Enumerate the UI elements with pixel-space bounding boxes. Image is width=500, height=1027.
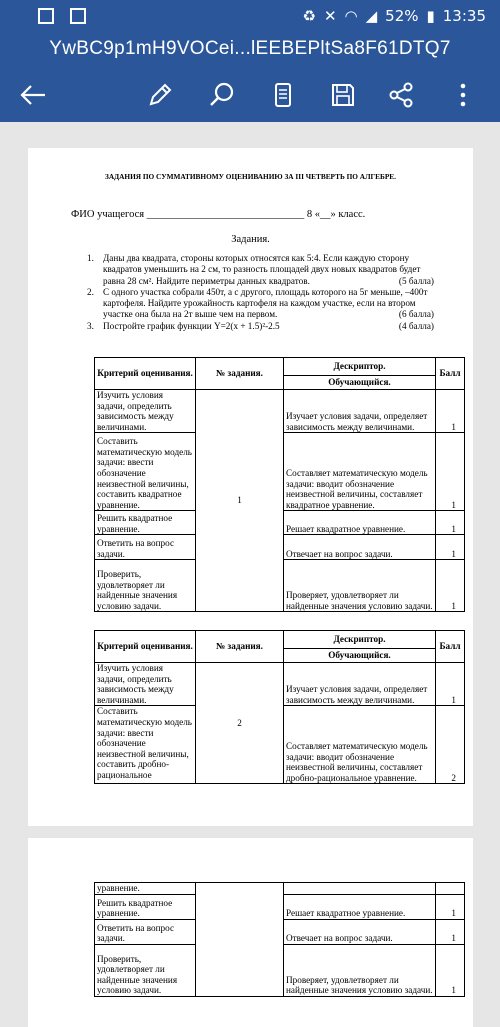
criterion-cell: Составить математическую модель задачи: ввести обозначение неизвестной величины, составить дробно-рациональное bbox=[95, 706, 196, 784]
task-points: (4 балла) bbox=[398, 320, 434, 331]
score-cell: 2 bbox=[436, 706, 465, 784]
descriptor-cell: Составляет математическую модель задачи: вводит обозначение неизвестной величины, составляет квадратное уравнение. bbox=[284, 433, 436, 511]
table-row bbox=[95, 663, 465, 706]
battery-icon: ▮ bbox=[426, 7, 435, 25]
descriptor-cell: Изучает условия задачи, определяет зависимость между величинами. bbox=[284, 663, 436, 706]
score-cell: 1 bbox=[436, 511, 465, 535]
task-list bbox=[87, 253, 434, 332]
descriptor-cell: Проверяет, удовлетворяет ли найденные значения условию задачи. bbox=[284, 945, 436, 997]
student-name-line: ФИО учащегося ______________________________ 8 «__» класс. bbox=[71, 209, 366, 220]
score-cell: 1 bbox=[436, 560, 465, 612]
reading-mode-button[interactable] bbox=[266, 78, 300, 112]
signal-icon: ◢ bbox=[365, 7, 378, 25]
descriptor-cell: Изучает условия задачи, определяет зависимость между величинами. bbox=[284, 390, 436, 433]
edit-button[interactable] bbox=[143, 78, 177, 112]
share-button[interactable] bbox=[384, 78, 418, 112]
header-descriptor: Дескриптор. bbox=[284, 631, 436, 649]
task-number-cell: 1 bbox=[196, 390, 284, 612]
criterion-cell: Изучить условия задачи, определить зависимость между величинами. bbox=[95, 390, 196, 433]
wifi-icon: ◠ bbox=[344, 7, 358, 25]
task-text: С одного участка собрали 450т, а с другого, площадь которого на 5г меньше, –400т картофеля. Найдите урожайность картофеля на каждом участке, если на втором участке она была на 2т выше чем на первом. bbox=[103, 286, 428, 320]
share-icon bbox=[386, 80, 416, 110]
back-arrow-icon bbox=[18, 80, 48, 110]
criterion-cell: Ответить на вопрос задачи. bbox=[95, 920, 196, 945]
edit-pen-icon bbox=[145, 80, 175, 110]
task-item: 3. Постройте график функции Y=2(x + 1.5)²-2.5 (4 балла) bbox=[87, 320, 434, 331]
back-button[interactable] bbox=[16, 78, 50, 112]
document-page bbox=[28, 148, 473, 826]
criterion-cell: Решить квадратное уравнение. bbox=[95, 895, 196, 920]
table-row bbox=[95, 883, 465, 895]
status-bar bbox=[0, 0, 500, 34]
criterion-cell: Ответить на вопрос задачи. bbox=[95, 535, 196, 560]
descriptor-cell: Решает квадратное уравнение. bbox=[284, 895, 436, 920]
descriptor-cell bbox=[284, 883, 436, 895]
save-button[interactable] bbox=[326, 78, 360, 112]
header-criterion: Критерий оценивания. bbox=[95, 631, 196, 663]
battery-saver-icon: ♻ bbox=[302, 7, 316, 25]
score-cell bbox=[436, 883, 465, 895]
gallery-icon bbox=[38, 8, 54, 24]
assessment-table bbox=[94, 630, 465, 784]
task-points: (5 балла) bbox=[398, 275, 434, 286]
header-criterion: Критерий оценивания. bbox=[95, 358, 196, 390]
assessment-table-continued bbox=[94, 882, 465, 997]
more-icon bbox=[448, 80, 478, 110]
header-score: Балл bbox=[436, 358, 465, 390]
criterion-cell: Проверить, удовлетворяет ли найденные значения условию задачи. bbox=[95, 560, 196, 612]
descriptor-cell: Составляет математическую модель задачи: вводит обозначение неизвестной величины, составляет дробно-рациональное уравнение. bbox=[284, 706, 436, 784]
score-cell: 1 bbox=[436, 920, 465, 945]
score-cell: 1 bbox=[436, 945, 465, 997]
more-options-button[interactable] bbox=[446, 78, 480, 112]
header-student: Обучающийся. bbox=[284, 649, 436, 663]
criterion-cell: Проверить, удовлетворяет ли найденные значения условию задачи. bbox=[95, 945, 196, 997]
task-item: 1. Даны два квадрата, стороны которых относятся как 5:4. Если каждую сторону квадратов уменьшить на 2 см, то разность площадей двух новых квадратов будет равна 28 см². Найдите периметры данных квадратов. (5 балла) bbox=[87, 253, 434, 286]
gallery-icon bbox=[70, 8, 86, 24]
header-student: Обучающийся. bbox=[284, 376, 436, 390]
document-page bbox=[28, 838, 473, 1027]
descriptor-cell: Решает квадратное уравнение. bbox=[284, 511, 436, 535]
descriptor-cell: Проверяет, удовлетворяет ли найденные значения условию задачи. bbox=[284, 560, 436, 612]
table-row bbox=[95, 390, 465, 433]
score-cell: 1 bbox=[436, 433, 465, 511]
search-button[interactable] bbox=[205, 78, 239, 112]
descriptor-cell: Отвечает на вопрос задачи. bbox=[284, 920, 436, 945]
task-text: Постройте график функции Y=2(x + 1.5)²-2.5 bbox=[103, 320, 280, 331]
battery-percent: 52% bbox=[385, 7, 419, 25]
header-descriptor: Дескриптор. bbox=[284, 358, 436, 376]
criterion-cell: уравнение. bbox=[95, 883, 196, 895]
reading-mode-icon bbox=[268, 80, 298, 110]
clock: 13:35 bbox=[442, 7, 486, 25]
criterion-cell: Решить квадратное уравнение. bbox=[95, 511, 196, 535]
descriptor-cell: Отвечает на вопрос задачи. bbox=[284, 535, 436, 560]
tasks-heading: Задания. bbox=[231, 234, 270, 245]
document-filename: YwBC9p1mH9VOCei...lEEBEPltSa8F61DTQ7 bbox=[0, 34, 500, 68]
score-cell: 1 bbox=[436, 895, 465, 920]
header-score: Балл bbox=[436, 631, 465, 663]
task-item: 2. С одного участка собрали 450т, а с другого, площадь которого на 5г меньше, –400т картофеля. Найдите урожайность картофеля на каждом участке, если на втором участке она была на 2т выше чем на первом. (6 балла) bbox=[87, 286, 434, 320]
assessment-table bbox=[94, 357, 465, 612]
task-number-cell bbox=[196, 883, 284, 997]
mute-icon: ✕ bbox=[323, 7, 337, 25]
search-icon bbox=[207, 80, 237, 110]
toolbar bbox=[0, 68, 500, 122]
criterion-cell: Изучить условия задачи, определить зависимость между величинами. bbox=[95, 663, 196, 706]
task-text: Даны два квадрата, стороны которых относятся как 5:4. Если каждую сторону квадратов уменьшить на 2 см, то разность площадей двух новых квадратов будет равна 28 см². Найдите периметры данных квадратов. bbox=[103, 253, 421, 286]
score-cell: 1 bbox=[436, 390, 465, 433]
header-task-number: № задания. bbox=[196, 631, 284, 663]
criterion-cell: Составить математическую модель задачи: ввести обозначение неизвестной величины, составить квадратное уравнение. bbox=[95, 433, 196, 511]
task-number-cell: 2 bbox=[196, 663, 284, 784]
score-cell: 1 bbox=[436, 663, 465, 706]
task-points: (6 балла) bbox=[398, 309, 434, 320]
header-task-number: № задания. bbox=[196, 358, 284, 390]
save-icon bbox=[328, 80, 358, 110]
score-cell: 1 bbox=[436, 535, 465, 560]
document-title: ЗАДАНИЯ ПО СУММАТИВНОМУ ОЦЕНИВАНИЮ ЗА III ЧЕТВЕРТЬ ПО АЛГЕБРЕ. bbox=[105, 172, 396, 181]
